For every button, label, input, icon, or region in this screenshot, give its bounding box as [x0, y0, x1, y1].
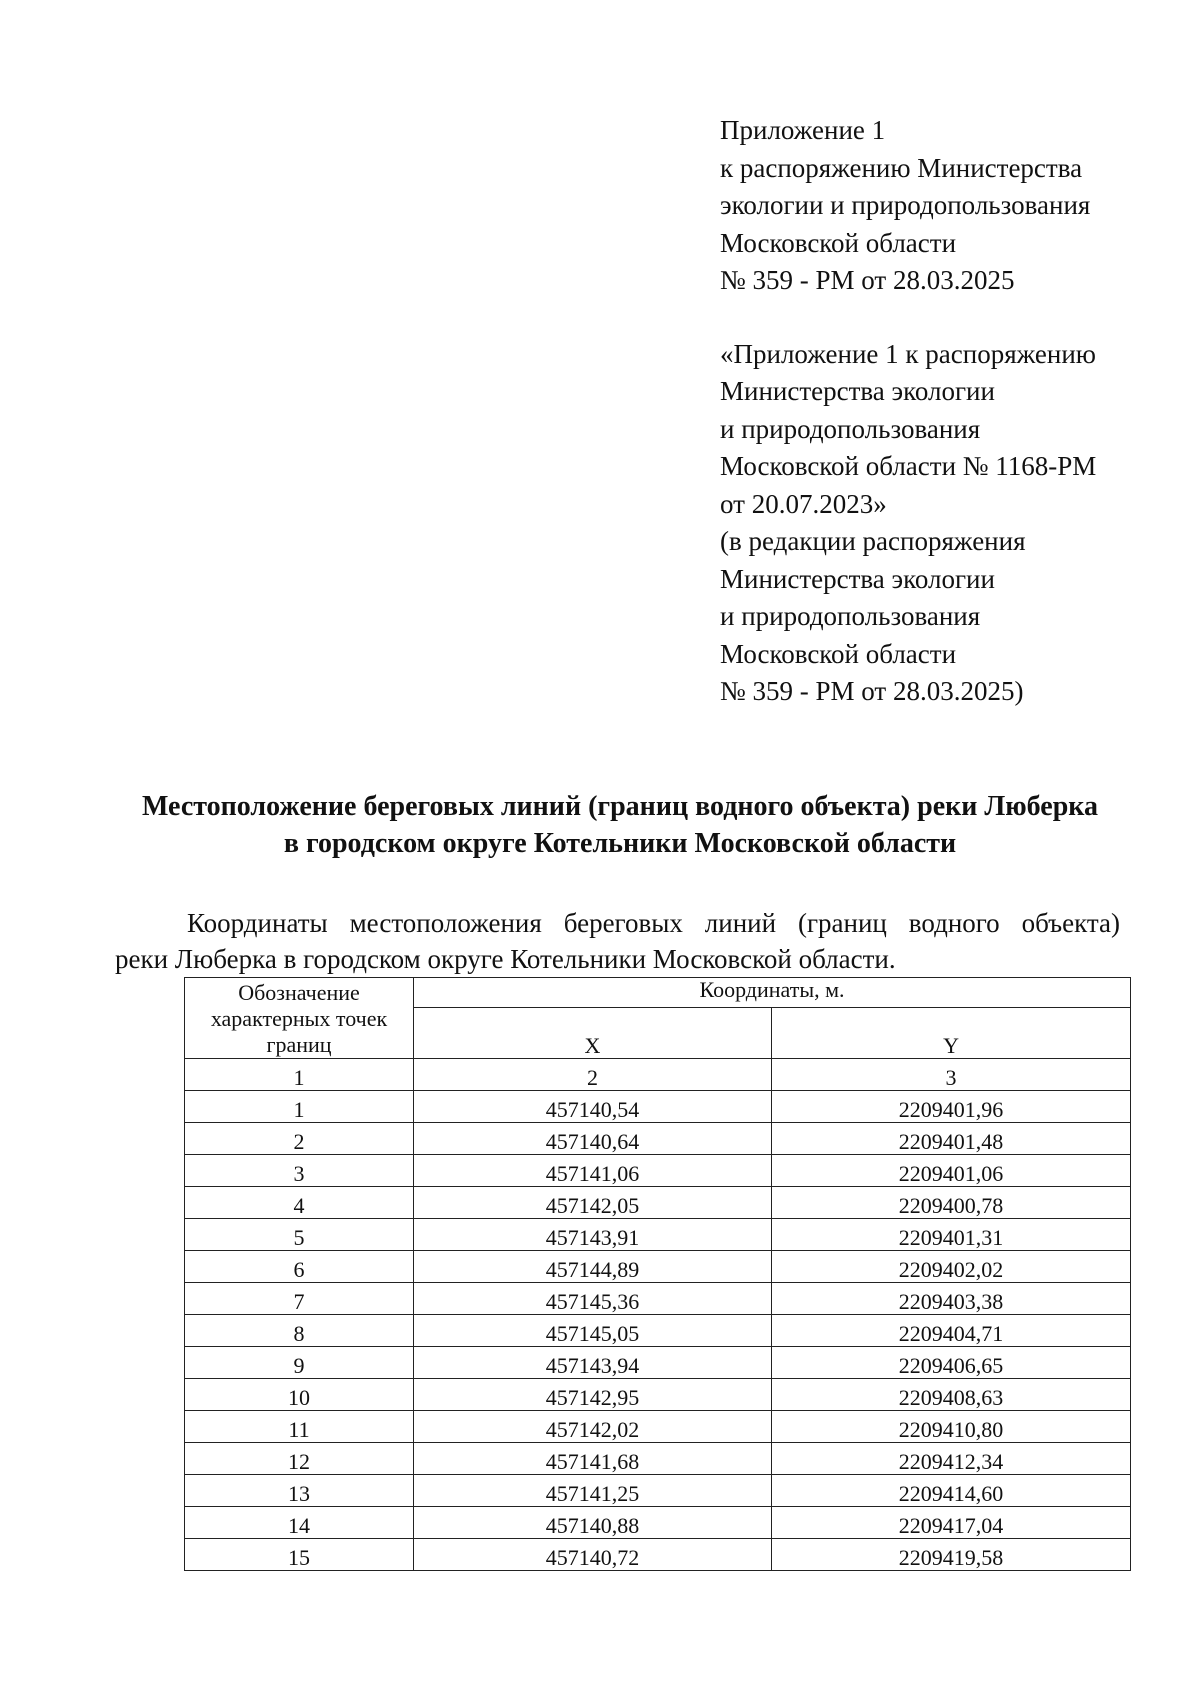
intro-line-2: реки Люберка в городском округе Котельники Московской области.	[115, 944, 896, 974]
table-row	[185, 1411, 1131, 1443]
coordinates-table	[184, 977, 1131, 1571]
annex-line: и природопользования	[720, 413, 981, 444]
annex-line: к распоряжению Министерства	[720, 152, 1083, 183]
header-x: X	[414, 1008, 772, 1059]
x-coordinate-cell: 457140,88	[414, 1507, 772, 1539]
y-coordinate-cell: 2209402,02	[772, 1251, 1131, 1283]
point-number-cell: 6	[185, 1251, 414, 1283]
annex-block-original	[720, 336, 1160, 711]
y-coordinate-cell: 2209410,80	[772, 1411, 1131, 1443]
x-coordinate-cell: 457140,54	[414, 1091, 772, 1123]
annex-line: Приложение 1	[720, 115, 886, 145]
table-row	[185, 1187, 1131, 1219]
annex-line: «Приложение 1 к распоряжению	[720, 338, 1096, 369]
column-number: 2	[414, 1059, 772, 1091]
table-row	[185, 1123, 1131, 1155]
point-number-cell: 2	[185, 1123, 414, 1155]
point-number-cell: 5	[185, 1219, 414, 1251]
intro-paragraph	[115, 905, 1120, 977]
point-number-cell: 8	[185, 1315, 414, 1347]
x-coordinate-cell: 457140,72	[414, 1539, 772, 1571]
table-row	[185, 1219, 1131, 1251]
table-row	[185, 1251, 1131, 1283]
annex-line: Министерства экологии	[720, 563, 995, 594]
x-coordinate-cell: 457142,05	[414, 1187, 772, 1219]
table-row	[185, 1283, 1131, 1315]
annex-line: Московской области № 1168-РМ	[720, 451, 1097, 481]
annex-line: от 20.07.2023»	[720, 488, 887, 519]
column-number: 3	[772, 1059, 1131, 1091]
x-coordinate-cell: 457144,89	[414, 1251, 772, 1283]
x-coordinate-cell: 457141,68	[414, 1443, 772, 1475]
table-row	[185, 1091, 1131, 1123]
column-number: 1	[185, 1059, 414, 1091]
y-coordinate-cell: 2209414,60	[772, 1475, 1131, 1507]
x-coordinate-cell: 457142,95	[414, 1379, 772, 1411]
point-number-cell: 14	[185, 1507, 414, 1539]
annex-block-current	[720, 112, 1160, 300]
y-coordinate-cell: 2209412,34	[772, 1443, 1131, 1475]
point-number-cell: 4	[185, 1187, 414, 1219]
point-number-cell: 7	[185, 1283, 414, 1315]
point-number-cell: 12	[185, 1443, 414, 1475]
annex-line: № 359 - РМ от 28.03.2025)	[720, 676, 1024, 706]
x-coordinate-cell: 457140,64	[414, 1123, 772, 1155]
annex-line: и природопользования	[720, 601, 981, 631]
x-coordinate-cell: 457141,06	[414, 1155, 772, 1187]
y-coordinate-cell: 2209401,48	[772, 1123, 1131, 1155]
table-row	[185, 1443, 1131, 1475]
x-coordinate-cell: 457145,05	[414, 1315, 772, 1347]
annex-line: Министерства экологии	[720, 376, 995, 406]
point-number-cell: 9	[185, 1347, 414, 1379]
annex-line: № 359 - РМ от 28.03.2025	[720, 265, 1015, 295]
point-number-cell: 13	[185, 1475, 414, 1507]
header-coordinates: Координаты, м.	[414, 978, 1131, 1008]
column-number-row	[185, 1059, 1131, 1091]
y-coordinate-cell: 2209417,04	[772, 1507, 1131, 1539]
table-row	[185, 1155, 1131, 1187]
annex-header	[720, 112, 1160, 711]
y-coordinate-cell: 2209400,78	[772, 1187, 1131, 1219]
y-coordinate-cell: 2209404,71	[772, 1315, 1131, 1347]
annex-line: Московской области	[720, 227, 957, 258]
point-number-cell: 1	[185, 1091, 414, 1123]
y-coordinate-cell: 2209408,63	[772, 1379, 1131, 1411]
table-row	[185, 1539, 1131, 1571]
x-coordinate-cell: 457142,02	[414, 1411, 772, 1443]
intro-line-1: Координаты местоположения береговых линий (границ водного объекта)	[187, 908, 1120, 938]
y-coordinate-cell: 2209401,96	[772, 1091, 1131, 1123]
point-number-cell: 3	[185, 1155, 414, 1187]
header-y: Y	[772, 1008, 1131, 1059]
x-coordinate-cell: 457141,25	[414, 1475, 772, 1507]
document-title	[0, 788, 1200, 862]
point-number-cell: 10	[185, 1379, 414, 1411]
coordinates-body	[185, 1091, 1131, 1571]
annex-line: Московской области	[720, 638, 957, 669]
x-coordinate-cell: 457145,36	[414, 1283, 772, 1315]
table-row	[185, 1475, 1131, 1507]
y-coordinate-cell: 2209403,38	[772, 1283, 1131, 1315]
x-coordinate-cell: 457143,91	[414, 1219, 772, 1251]
y-coordinate-cell: 2209406,65	[772, 1347, 1131, 1379]
x-coordinate-cell: 457143,94	[414, 1347, 772, 1379]
table-row	[185, 1507, 1131, 1539]
y-coordinate-cell: 2209401,31	[772, 1219, 1131, 1251]
y-coordinate-cell: 2209401,06	[772, 1155, 1131, 1187]
table-row	[185, 1379, 1131, 1411]
annex-line: экологии и природопользования	[720, 190, 1091, 220]
header-designation: Обозначение характерных точек границ	[185, 978, 414, 1059]
annex-line: (в редакции распоряжения	[720, 526, 1026, 556]
table-header-row	[185, 978, 1131, 1008]
title-line-2: в городском округе Котельники Московской области	[283, 828, 957, 859]
point-number-cell: 11	[185, 1411, 414, 1443]
table-row	[185, 1315, 1131, 1347]
title-line-1: Местоположение береговых линий (границ водного объекта) реки Люберка	[142, 791, 1098, 822]
y-coordinate-cell: 2209419,58	[772, 1539, 1131, 1571]
table-row	[185, 1347, 1131, 1379]
point-number-cell: 15	[185, 1539, 414, 1571]
